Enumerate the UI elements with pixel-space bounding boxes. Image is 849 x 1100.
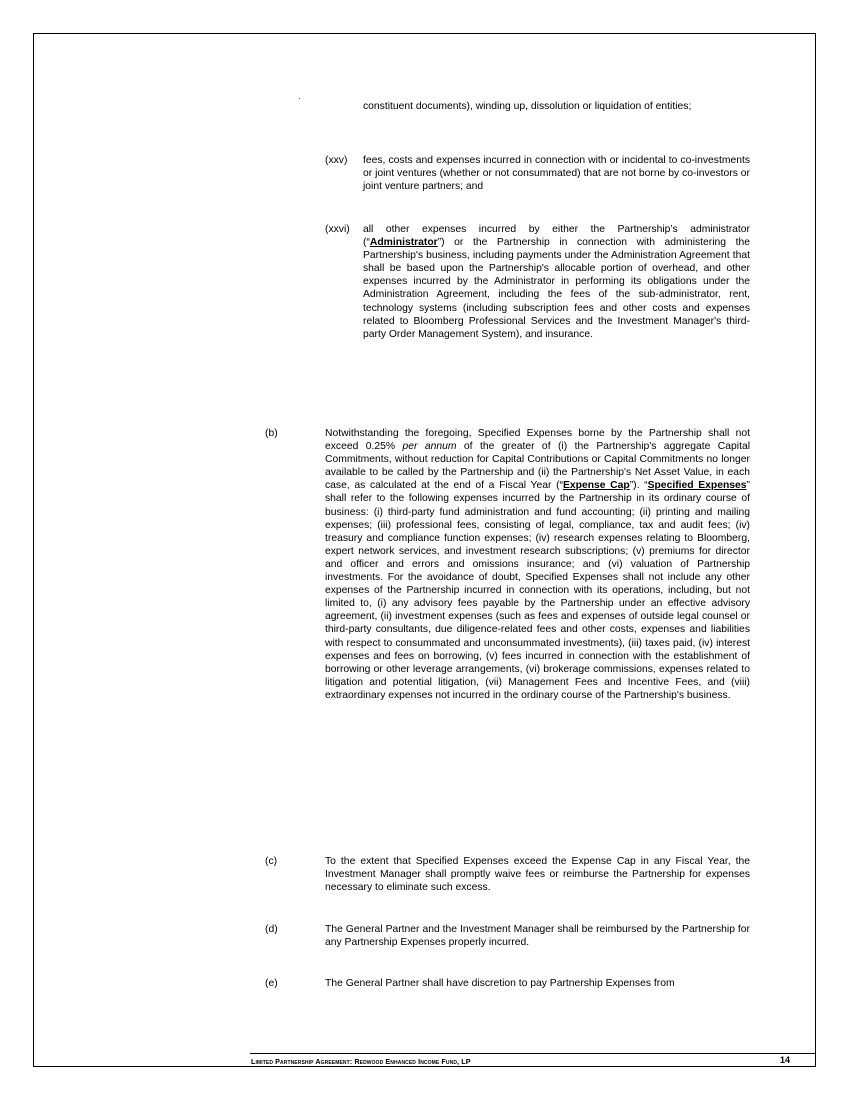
item-d-paragraph (325, 923, 750, 949)
continuation-paragraph (363, 100, 750, 113)
item-xxv-paragraph (363, 154, 750, 193)
item-xxv-label: (xxv) (325, 155, 348, 166)
item-b-label: (b) (265, 428, 278, 439)
item-c-paragraph (325, 855, 750, 894)
continuation-text: constituent documents), winding up, dissolution or liquidation of entities; (363, 101, 692, 112)
item-xxvi-text-pre: all other expenses incurred by either the Partnership’s administrator (“ (363, 224, 750, 249)
item-xxv-text: fees, costs and expenses incurred in connection with or incidental to co-investments or joint ventures (whether or not consummated) that are not borne by co-investors or joint venture partners; and (363, 155, 750, 193)
item-b-text-3: ”). “ (629, 480, 648, 492)
defined-term-specified-expenses: Specified Expenses (647, 480, 747, 492)
item-d-text: The General Partner and the Investment Manager shall be reimbursed by the Partnership for any Partnership Expenses properly incurred. (325, 924, 750, 949)
item-b-text-1: Notwithstanding the foregoing, Specified Expenses borne by the Partnership shall not exceed 0.25% (325, 428, 750, 453)
item-xxvi-label: (xxvi) (325, 224, 350, 235)
footer-rule (250, 1053, 816, 1054)
item-b-paragraph (325, 427, 750, 702)
item-xxvi-paragraph (363, 223, 750, 341)
item-e-text: The General Partner shall have discretion to pay Partnership Expenses from (325, 978, 675, 989)
item-c-text: To the extent that Specified Expenses exceed the Expense Cap in any Fiscal Year, the Investment Manager shall promptly waive fees or reimburse the Partnership for expenses necessary to eliminate such excess. (325, 856, 750, 894)
item-b-italic-per-annum: per annum (402, 441, 457, 453)
item-e-label: (e) (265, 978, 278, 989)
page-number: 14 (780, 1055, 791, 1065)
item-c-label: (c) (265, 856, 278, 867)
footer-title: Limited Partnership Agreement: Redwood Enhanced Income Fund, LP (251, 1057, 471, 1066)
stray-dot (299, 98, 300, 99)
item-b-text-2: of the greater of (i) the Partnership's aggregate Capital Commitments, without reduction for Capital Contributions or Capital Commitments no longer available to be called by the Partnership and (ii) the Partnership's Net Asset Value, in each case, as calculated at the end of a Fiscal Year (“ (325, 441, 751, 492)
item-d-label: (d) (265, 924, 278, 935)
defined-term-expense-cap: Expense Cap (562, 480, 630, 492)
item-e-paragraph (325, 977, 750, 990)
item-b-text-4: ” shall refer to the following expenses incurred by the Partnership in its ordinary course of business: (i) third-party fund administration and fund accounting; (ii) printing and mailing expenses; (iii) professional fees, consisting of legal, compliance, tax and audit fees; (iv) treasury and compliance function expenses; (iv) research expenses relating to Bloomberg, expert network services, and investment research subscriptions; (v) premiums for director and officer and errors and omissions insurance; and (vi) valuation of Partnership investments. For the avoidance of doubt, Specified Expenses shall not include any other expenses of the Partnership incurred in connection with its operations, including, but not limited to, (i) any advisory fees payable by the Partnership under an effective advisory agreement, (ii) investment expenses (such as fees and expenses of outside legal counsel or third-party consultants, due diligence-related fees and other costs, expenses and liabilities with respect to consummated and unconsummated investments), (iii) taxes paid, (iv) interest expenses and fees on borrowing, (v) fees incurred in connection with the establishment of borrowing or other leverage arrangements, (vi) brokerage commissions, expenses related to litigation and potential litigation, (vii) Management Fees and Incentive Fees, and (viii) extraordinary expenses not incurred in the ordinary course of the Partnership's business. (325, 480, 750, 701)
item-xxvi-text-post: ”) or the Partnership in connection with administering the Partnership's business, including payments under the Administration Agreement that shall be based upon the Partnership's allocable portion of overhead, and other expenses incurred by the Administrator in performing its obligations under the Administration Agreement, including the fees of the sub-administrator, rent, technology systems (including subscription fees and other costs and expenses related to Bloomberg Professional Services and the Investment Manager's third-party Order Management System), and insurance. (363, 237, 750, 340)
defined-term-administrator: Administrator (369, 237, 438, 249)
